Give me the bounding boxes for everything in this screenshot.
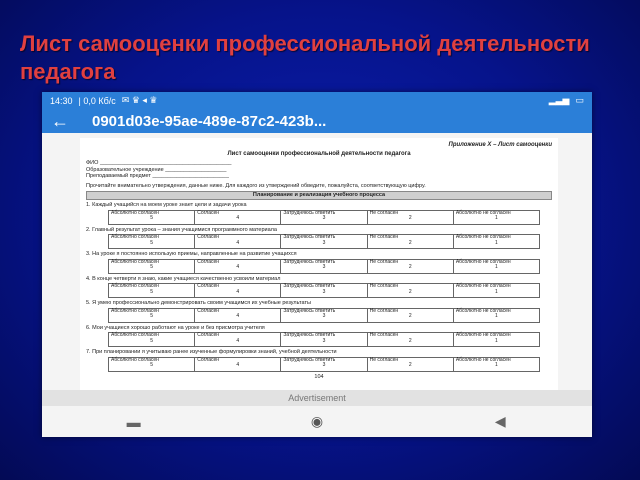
rating-number: 2: [408, 362, 412, 368]
slide-title: Лист самооценки профессиональной деятельности педагога: [20, 31, 590, 84]
rating-label: Согласен: [197, 332, 220, 338]
app-bar: [42, 109, 592, 133]
rating-option: [195, 284, 281, 297]
rating-number: 3: [322, 362, 326, 368]
status-bar: [42, 92, 592, 109]
rating-number: 2: [408, 239, 412, 246]
question-text: 2. Главный результат урока – знания учащимися программного материала: [86, 226, 277, 233]
rating-option: [368, 260, 454, 273]
rating-option: [109, 358, 195, 371]
rating-option: [368, 309, 454, 322]
rating-label: Абсолютно не согласен: [455, 307, 511, 314]
field-line: Образовательное учреждение ____________________: [86, 166, 227, 173]
rating-scale: [108, 332, 540, 347]
rating-number: 4: [236, 215, 240, 221]
rating-option: [368, 333, 454, 346]
question-item: [86, 251, 552, 274]
rating-number: 4: [236, 264, 240, 270]
rating-label: Согласен: [197, 356, 220, 363]
rating-label: Не согласен: [369, 209, 399, 216]
appendix-label: Приложение Х – Лист самооценки: [448, 142, 552, 148]
notification-icon: ✉ ♛ ◂ ♛: [121, 95, 158, 105]
rating-scale: [108, 283, 540, 298]
rating-number: 3: [322, 239, 326, 246]
rating-option: [195, 309, 281, 322]
rating-scale: [108, 210, 540, 225]
rating-label: Не согласен: [369, 332, 399, 338]
rating-label: Абсолютно согласен: [111, 283, 159, 289]
rating-option: [281, 284, 367, 297]
rating-option: [281, 211, 367, 224]
instruction-text: Прочитайте внимательно утверждения, данные ниже. Для каждого из утверждений обведите, пожалуйста, соответствующую цифру.: [86, 182, 426, 189]
rating-number: 4: [236, 239, 240, 246]
rating-label: Согласен: [197, 283, 220, 289]
rating-label: Затрудняюсь ответить: [283, 209, 336, 216]
signal-icon: ▂▃▅: [548, 95, 570, 105]
rating-option: [281, 309, 367, 322]
question-item: [86, 349, 552, 372]
rating-option: [195, 211, 281, 224]
rating-label: Не согласен: [369, 356, 399, 363]
rating-option: [454, 284, 539, 297]
rating-label: Не согласен: [369, 307, 399, 314]
rating-option: [109, 211, 195, 224]
document-title: 0901d03e-95ae-489e-87c2-423b...: [92, 112, 327, 130]
rating-option: [281, 260, 367, 273]
rating-label: Абсолютно не согласен: [455, 234, 511, 240]
question-item: [86, 300, 552, 323]
rating-label: Согласен: [197, 307, 220, 314]
questions-list: [86, 202, 552, 372]
question-text: 4. В конце четверти я знаю, какие учащиеся качественно усвоили материал: [86, 275, 281, 282]
rating-label: Затрудняюсь ответить: [283, 356, 336, 363]
question-item: [86, 276, 552, 299]
back-arrow-icon[interactable]: ←: [51, 110, 69, 131]
rating-number: 5: [150, 362, 153, 368]
status-time: 14:30: [50, 95, 73, 106]
rating-option: [368, 211, 454, 224]
question-text: 6. Мои учащиеся хорошо работают на уроке и без присмотра учителя: [86, 324, 265, 331]
rating-number: 5: [150, 264, 153, 270]
rating-scale: [108, 234, 540, 249]
rating-label: Не согласен: [369, 258, 399, 265]
rating-label: Абсолютно не согласен: [455, 332, 511, 338]
home-icon[interactable]: ◉: [310, 413, 324, 429]
rating-number: 5: [150, 288, 153, 295]
rating-option: [109, 333, 195, 346]
rating-number: 2: [408, 288, 412, 295]
rating-label: Согласен: [197, 234, 220, 240]
document-page[interactable]: [80, 138, 558, 390]
rating-number: 5: [150, 215, 153, 221]
document-heading: Лист самооценки профессиональной деятельности педагога: [227, 150, 411, 157]
rating-option: [454, 260, 539, 273]
rating-option: [195, 358, 281, 371]
rating-number: 4: [236, 313, 240, 319]
rating-option: [109, 309, 195, 322]
rating-option: [195, 260, 281, 273]
rating-number: 2: [408, 337, 412, 344]
rating-label: Согласен: [197, 209, 220, 216]
rating-number: 1: [495, 337, 498, 344]
rating-label: Абсолютно согласен: [111, 209, 159, 216]
rating-number: 1: [495, 288, 498, 295]
question-text: 3. На уроке я постоянно использую приемы, направленные на развитие учащихся: [86, 251, 297, 257]
field-line: ФИО ___________________________________________: [86, 160, 232, 166]
rating-option: [454, 333, 539, 346]
rating-number: 2: [408, 215, 412, 221]
battery-icon: ▭: [575, 95, 584, 105]
rating-number: 2: [408, 264, 412, 270]
question-item: [86, 325, 552, 348]
rating-label: Абсолютно не согласен: [455, 283, 511, 289]
rating-option: [454, 211, 539, 224]
rating-label: Согласен: [197, 258, 220, 265]
field-line: Преподаваемый предмет _________________________: [86, 173, 229, 179]
rating-number: 1: [495, 313, 498, 319]
advertisement-banner[interactable]: Advertisement: [42, 390, 592, 406]
rating-option: [454, 358, 539, 371]
rating-option: [454, 235, 539, 248]
rating-number: 4: [236, 288, 240, 295]
question-item: [86, 227, 552, 250]
rating-number: 2: [408, 313, 412, 319]
rating-option: [281, 358, 367, 371]
rating-option: [368, 284, 454, 297]
page-number: 104: [314, 373, 324, 380]
rating-label: Затрудняюсь ответить: [283, 307, 336, 314]
rating-label: Абсолютно не согласен: [455, 356, 511, 363]
rating-option: [281, 235, 367, 248]
back-icon[interactable]: ◀: [494, 413, 506, 429]
rating-number: 1: [495, 362, 498, 368]
rating-number: 4: [236, 362, 240, 368]
rating-scale: [108, 259, 540, 274]
rating-label: Абсолютно согласен: [111, 332, 159, 338]
rating-option: [368, 235, 454, 248]
rating-label: Абсолютно не согласен: [455, 258, 511, 265]
status-speed: | 0,0 Кб/с: [78, 95, 116, 106]
rating-label: Затрудняюсь ответить: [283, 332, 336, 338]
system-nav-bar: [42, 406, 592, 437]
rating-label: Абсолютно не согласен: [455, 209, 511, 216]
rating-label: Абсолютно согласен: [111, 234, 159, 240]
rating-label: Абсолютно согласен: [111, 307, 159, 314]
question-text: 7. При планировании я учитываю ранее изученные формулировки знаний, учебной деятельности: [86, 349, 337, 355]
rating-option: [454, 309, 539, 322]
rating-number: 3: [322, 288, 326, 295]
rating-label: Абсолютно согласен: [111, 356, 159, 363]
question-item: [86, 202, 552, 225]
rating-label: Не согласен: [369, 234, 399, 240]
rating-option: [195, 333, 281, 346]
rating-label: Затрудняюсь ответить: [283, 283, 336, 289]
recent-apps-icon[interactable]: ▬: [126, 413, 141, 430]
rating-number: 3: [322, 264, 326, 270]
rating-scale: [108, 308, 540, 323]
rating-label: Не согласен: [369, 283, 399, 289]
rating-number: 5: [150, 239, 153, 246]
rating-label: Затрудняюсь ответить: [283, 258, 336, 265]
question-text: 5. Я умею профессионально демонстрировать своим учащимся их учебные результаты: [86, 300, 311, 306]
rating-number: 1: [495, 264, 498, 270]
section-header: Планирование и реализация учебного процесса: [86, 191, 552, 200]
rating-option: [281, 333, 367, 346]
rating-number: 1: [495, 239, 498, 246]
rating-option: [109, 260, 195, 273]
rating-number: 5: [150, 313, 153, 319]
rating-number: 4: [236, 337, 240, 344]
rating-number: 3: [322, 215, 326, 221]
rating-option: [195, 235, 281, 248]
rating-option: [109, 235, 195, 248]
rating-option: [368, 358, 454, 371]
rating-option: [109, 284, 195, 297]
rating-label: Затрудняюсь ответить: [283, 234, 336, 240]
rating-number: 3: [322, 337, 326, 344]
rating-number: 3: [322, 313, 326, 319]
rating-number: 5: [150, 337, 153, 344]
question-text: 1. Каждый учащийся на моем уроке знает цели и задачи урока: [86, 202, 247, 208]
phone-screenshot: [42, 92, 592, 437]
rating-label: Абсолютно согласен: [111, 258, 159, 265]
rating-scale: [108, 357, 540, 372]
rating-number: 1: [495, 215, 498, 221]
